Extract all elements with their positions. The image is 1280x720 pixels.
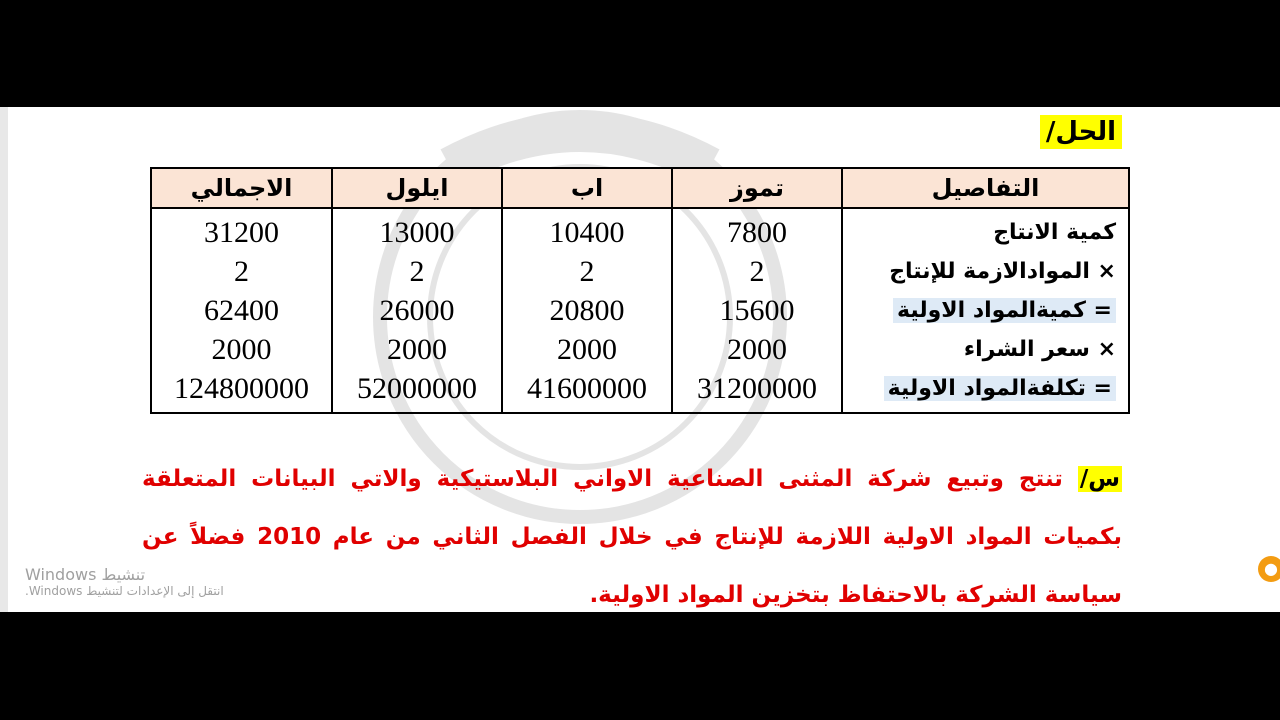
table-value: 2 <box>409 255 425 288</box>
table-value: 31200 <box>204 216 279 249</box>
table-value: 52000000 <box>357 372 477 405</box>
detail-production-qty: كمية الانتاج <box>993 220 1116 245</box>
slide-page <box>0 107 1280 612</box>
table-value: 20800 <box>549 294 625 327</box>
september-cell <box>332 208 502 413</box>
header-total: الاجمالي <box>151 168 332 208</box>
table-value: 2 <box>234 255 249 288</box>
detail-purchase-price: × سعر الشراء <box>963 337 1116 362</box>
table-value: 2 <box>749 255 765 288</box>
table-value: 2000 <box>727 333 787 366</box>
total-cell <box>151 208 332 413</box>
detail-materials-cost: = تكلفةالمواد الاولية <box>843 369 1128 408</box>
details-cell <box>842 208 1129 413</box>
orange-circle-icon[interactable]: ● <box>1258 556 1280 582</box>
header-details: التفاصيل <box>842 168 1129 208</box>
table-value: 2000 <box>211 333 272 366</box>
table-value: 15600 <box>719 294 795 327</box>
august-cell <box>502 208 672 413</box>
detail-materials-qty: = كميةالمواد الاولية <box>843 291 1128 330</box>
header-july: تموز <box>672 168 842 208</box>
solution-title: الحل/ <box>1040 115 1122 149</box>
table-value: 7800 <box>727 216 787 249</box>
table-value: 26000 <box>379 294 455 327</box>
table-value: 41600000 <box>527 372 647 405</box>
question-tag: س/ <box>1079 466 1120 492</box>
table-value: 2000 <box>387 333 447 366</box>
header-august: اب <box>502 168 672 208</box>
table-value: 10400 <box>549 216 625 249</box>
activation-title: تنشيط Windows <box>25 565 146 584</box>
page-edge <box>0 107 8 612</box>
table-value: 31200000 <box>697 372 817 405</box>
materials-table <box>150 167 1130 414</box>
table-header-row <box>151 168 1129 208</box>
activation-subtitle: انتقل إلى الإعدادات لتنشيط Windows. <box>25 584 224 598</box>
july-cell <box>672 208 842 413</box>
question-text: تنتج وتبيع شركة المثنى الصناعية الاواني البلاستيكية والاتي البيانات المتعلقة بكميات المواد الاولية اللازمة للإنتاج في خلال الفصل الثاني من عام 2010 فضلاً عن سياسة الشركة بالاحتفاظ بتخزين المواد الاولية. <box>142 466 1122 608</box>
table-value: 124800000 <box>174 372 309 405</box>
table-body-row <box>151 208 1129 413</box>
header-september: ايلول <box>332 168 502 208</box>
detail-materials-required: × الموادالازمة للإنتاج <box>889 259 1116 284</box>
question-paragraph <box>142 450 1122 624</box>
table-value: 13000 <box>379 216 455 249</box>
windows-activation-notice <box>25 565 224 598</box>
table-value: 2 <box>579 255 595 288</box>
table-value: 2000 <box>557 333 617 366</box>
table-value: 62400 <box>204 294 279 327</box>
